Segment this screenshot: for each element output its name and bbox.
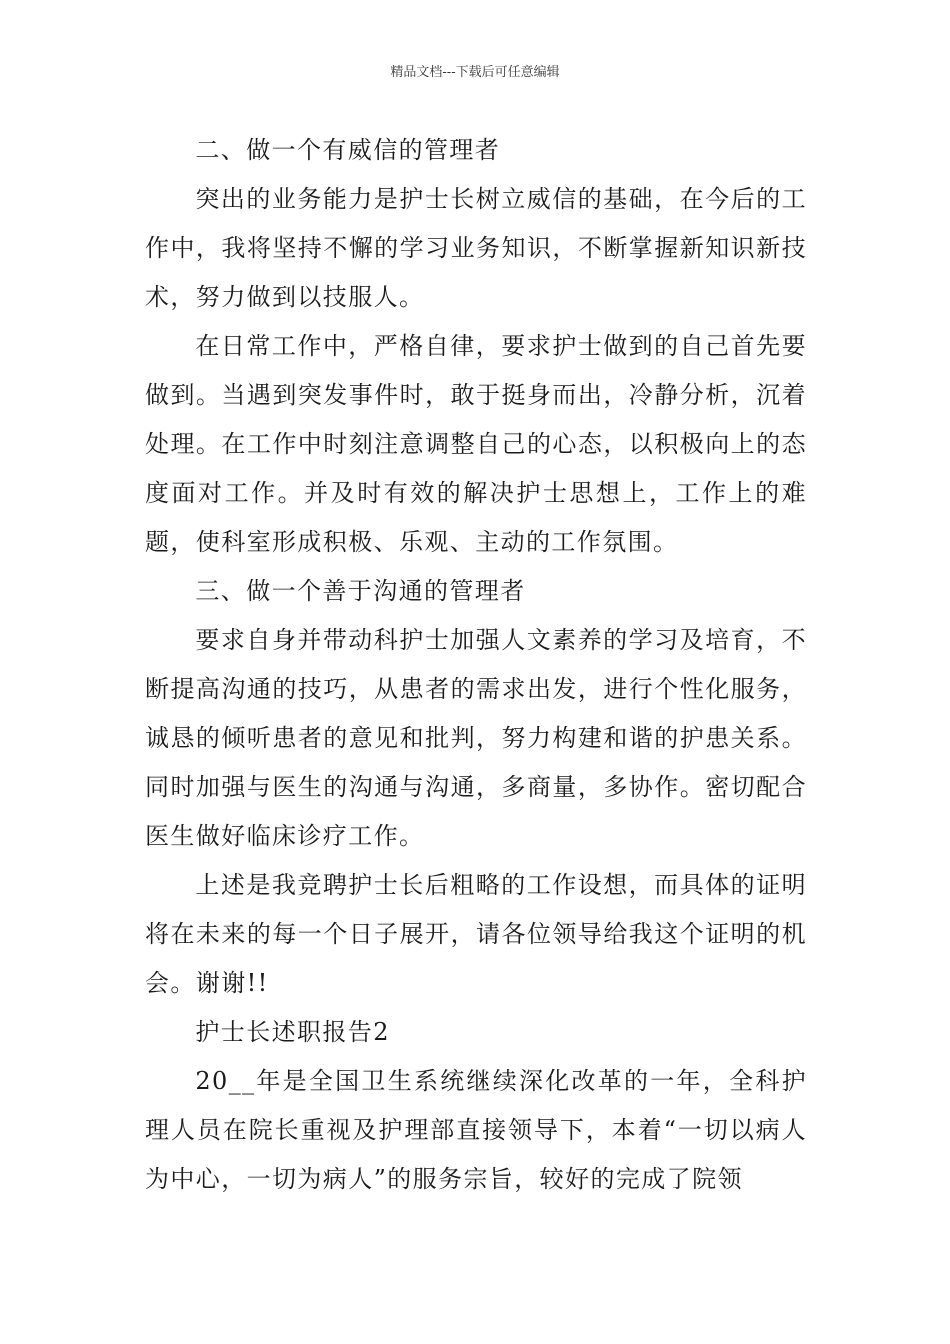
section-heading-2: 二、做一个有威信的管理者 xyxy=(195,136,501,164)
paragraph: 要求自身并带动科护士加强人文素养的学习及培育，不断提高沟通的技巧，从患者的需求出发，进行个性化服务，诚恳的倾听患者的意见和批判，努力构建和谐的护患关系。同时加强与医生的沟通与沟通，多商量，多协作。密切配合医生做好临床诊疗工作。 xyxy=(145,626,807,850)
paragraph: 突出的业务能力是护士长树立威信的基础，在今后的工作中，我将坚持不懈的学习业务知识，不断掌握新知识新技术，努力做到以技服人。 xyxy=(145,185,807,311)
page-header: 精品文档---下载后可任意编辑 xyxy=(390,65,560,80)
paragraph: 20__年是全国卫生系统继续深化改革的一年，全科护理人员在院长重视及护理部直接领导下，本着“一切以病人为中心，一切为病人”的服务宗旨，较好的完成了院领 xyxy=(145,1067,807,1193)
section-heading-3: 三、做一个善于沟通的管理者 xyxy=(195,577,526,605)
paragraph: 在日常工作中，严格自律，要求护士做到的自己首先要做到。当遇到突发事件时，敢于挺身而出，冷静分析，沉着处理。在工作中时刻注意调整自己的心态，以积极向上的态度面对工作。并及时有效的解决护士思想上，工作上的难题，使科室形成积极、乐观、主动的工作氛围。 xyxy=(145,332,807,556)
paragraph: 上述是我竞聘护士长后粗略的工作设想，而具体的证明将在未来的每一个日子展开，请各位领导给我这个证明的机会。谢谢!! xyxy=(145,871,807,997)
report-title: 护士长述职报告2 xyxy=(195,1018,390,1046)
document-body xyxy=(145,126,807,1204)
